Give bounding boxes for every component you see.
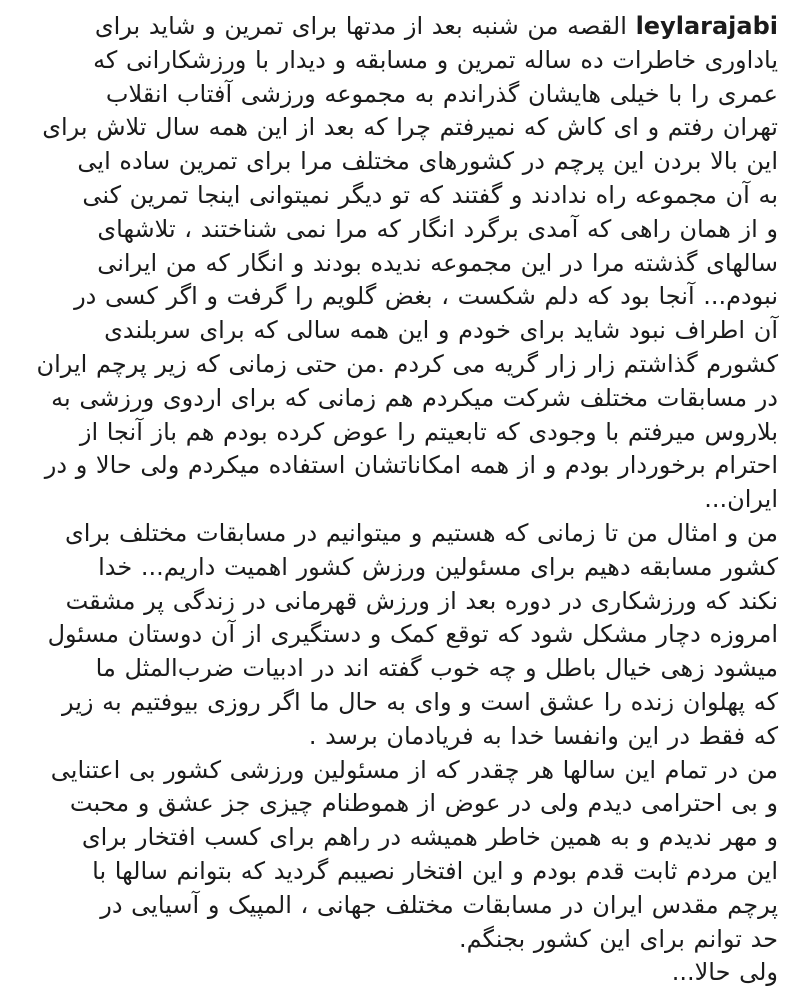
caption-line: پرچم مقدس ایران در مسابقات مختلف جهانی ، المپیک و آسیایی در [100, 890, 778, 919]
caption-line: ولی حالا... [671, 958, 778, 987]
caption-line: در مسابقات مختلف شرکت میکردم هم زمانی که برای اردوی ورزشی به [51, 383, 778, 412]
post-caption [22, 10, 778, 994]
caption-line: کشورم گذاشتم زار زار گریه می کردم .من حتی زمانی که زیر پرچم ایران [36, 349, 778, 378]
caption-line: آن اطراف نبود شاید برای خودم و این همه سالی که برای سربلندی [104, 316, 778, 345]
caption-line: بلاروس میرفتم با وجودی که تابعیتم را عوض کرده بودم هم باز آنجا از [79, 417, 778, 446]
caption-line: و بی احترامی دیدم ولی در عوض از هموطنام چیزی جز عشق و محبت [69, 789, 778, 818]
caption-line: به آن مجموعه راه ندادند و گفتند که تو دیگر نمیتوانی اینجا تمرین کنی [82, 180, 778, 209]
caption-line: امروزه دچار مشکل شود که توقع کمک و دستگیری از آن دوستان مسئول [47, 620, 778, 649]
caption-line: این مردم ثابت قدم بودم و این افتخار نصیبم گردید که بتوانم سالها با [92, 856, 778, 885]
caption-line: و مهر ندیدم و به همین خاطر همیشه در راهم برای کسب افتخار برای [81, 823, 778, 852]
caption-line: احترام برخوردار بودم و از همه امکاناتشان استفاده میکردم ولی حالا و در [44, 451, 778, 480]
caption-line: حد توانم برای این کشور بجنگم. [458, 924, 778, 953]
username-link[interactable]: leylarajabi [635, 12, 778, 40]
caption-line: القصه من شنبه بعد از مدتها برای تمرین و شاید برای [94, 12, 627, 40]
caption-line: که پهلوان زنده را عشق است و وای به حال ما اگر روزی بیوفتیم به زیر [61, 687, 778, 716]
caption-line: میشود زهی خیال باطل و چه خوب گفته اند در ادبیات ضرب‌المثل ما [95, 654, 778, 683]
caption-line: کشور مسابقه دهیم برای مسئولین ورزش کشور اهمیت داریم... خدا [98, 552, 778, 581]
caption-line: یاداوری خاطرات ده ساله تمرین و مسابقه و دیدار با ورزشکارانی که [93, 45, 778, 74]
caption-line: من در تمام این سالها هر چقدر که از مسئولین ورزشی کشور بی اعتنایی [50, 755, 778, 784]
caption-line: تهران رفتم و ای کاش که نمیرفتم چرا که بعد از این همه سال تلاش برای [42, 113, 778, 142]
caption-line: نکند که ورزشکاری در دوره بعد از ورزش قهرمانی در زندگی پر مشقت [65, 586, 778, 615]
caption-line: این بالا بردن این پرچم در کشورهای مختلف مرا برای تمرین ساده ایی [77, 147, 778, 176]
caption-first-line [22, 10, 778, 44]
caption-line: من و امثال من تا زمانی که هستیم و میتوانیم در مسابقات مختلف برای [64, 518, 778, 547]
caption-line: سالهای گذشته مرا در این مجموعه ندیده بودند و انگار که من ایرانی [97, 248, 778, 277]
caption-line: که فقط در این وانفسا خدا به فریادمان برسد . [308, 721, 778, 750]
caption-line: ایران... [704, 485, 778, 514]
caption-line: و از همان راهی که آمدی برگرد انگار که مرا نمی شناختند ، تلاشهای [97, 214, 778, 243]
caption-line: نبودم... آنجا بود که دلم شکست ، بغض گلویم را گرفت و اگر کسی در [74, 282, 778, 311]
caption-line: عمری را با خیلی هایشان گذراندم به مجموعه ورزشی آفتاب انقلاب [105, 79, 778, 108]
